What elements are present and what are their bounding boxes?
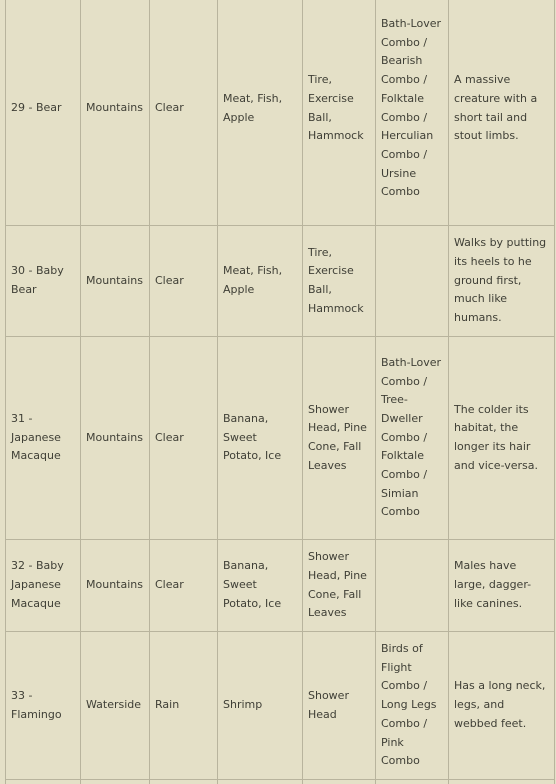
weather-cell (150, 780, 218, 784)
table-row (6, 540, 555, 632)
animal-name-cell (6, 780, 81, 784)
food: Shrimp (223, 698, 263, 712)
combos: Birds of Flight Combo / Long Legs Combo / Pink Combo (381, 642, 437, 768)
animal-name: 31 - Japanese Macaque (11, 411, 61, 463)
table-row (6, 780, 555, 784)
animal-name-cell (6, 632, 81, 780)
habitat-cell (81, 337, 150, 540)
combos-cell (376, 226, 449, 337)
description-cell (449, 226, 555, 337)
toys: Tire, Exercise Ball, Hammock (308, 73, 364, 143)
weather-cell (150, 337, 218, 540)
weather-cell (150, 226, 218, 337)
toys-cell (303, 226, 376, 337)
habitat-cell (81, 540, 150, 632)
food-cell (218, 540, 303, 632)
weather: Clear (155, 578, 184, 592)
combos: Bath-Lover Combo / Bearish Combo / Folktale Combo / Herculian Combo / Ursine Combo (381, 16, 442, 199)
animal-name-cell (6, 0, 81, 226)
food-cell (218, 632, 303, 780)
description: The colder its habitat, the longer its hair and vice-versa. (454, 402, 539, 472)
habitat-cell (81, 0, 150, 226)
table-row (6, 337, 555, 540)
combos-cell (376, 780, 449, 784)
weather: Clear (155, 430, 184, 444)
animal-name: 30 - Baby Bear (11, 264, 64, 296)
animal-name-cell (6, 540, 81, 632)
description: A massive creature with a short tail and stout limbs. (454, 73, 538, 143)
table-row (6, 0, 555, 226)
weather: Clear (155, 273, 184, 287)
habitat: Mountains (86, 430, 143, 444)
combos-cell (376, 540, 449, 632)
animal-name-cell (6, 226, 81, 337)
weather-cell (150, 632, 218, 780)
table-row (6, 632, 555, 780)
toys-cell (303, 632, 376, 780)
toys-cell (303, 0, 376, 226)
weather-cell (150, 540, 218, 632)
animal-table (5, 0, 555, 784)
description: Walks by putting its heels to he ground first, much like humans. (454, 236, 547, 325)
animal-name: 33 - Flamingo (11, 688, 62, 721)
toys-cell (303, 780, 376, 784)
weather: Clear (155, 101, 184, 115)
toys: Shower Head, Pine Cone, Fall Leaves (308, 402, 367, 472)
food-cell (218, 226, 303, 337)
food-cell (218, 337, 303, 540)
habitat-cell (81, 632, 150, 780)
combos: Bath-Lover Combo / Tree-Dweller Combo / Folktale Combo / Simian Combo (381, 355, 442, 519)
toys: Shower Head, Pine Cone, Fall Leaves (308, 550, 367, 620)
food: Banana, Sweet Potato, Ice (223, 411, 282, 463)
description-cell (449, 337, 555, 540)
weather-cell (150, 0, 218, 226)
description-cell (449, 540, 555, 632)
food: Meat, Fish, Apple (223, 264, 283, 296)
animal-name-cell (6, 337, 81, 540)
description-cell (449, 780, 555, 784)
toys: Tire, Exercise Ball, Hammock (308, 245, 364, 315)
habitat-cell (81, 226, 150, 337)
animal-name: 32 - Baby Japanese Macaque (11, 559, 64, 610)
habitat: Mountains (86, 578, 143, 592)
description-cell (449, 632, 555, 780)
combos-cell (376, 632, 449, 780)
description: Males have large, dagger-like canines. (454, 559, 532, 610)
food: Meat, Fish, Apple (223, 91, 283, 124)
habitat-cell (81, 780, 150, 784)
combos-cell (376, 0, 449, 226)
description: Has a long neck, legs, and webbed feet. (454, 679, 546, 730)
food-cell (218, 780, 303, 784)
animal-name: 29 - Bear (11, 101, 62, 115)
toys-cell (303, 337, 376, 540)
habitat: Waterside (86, 698, 142, 712)
weather: Rain (155, 698, 180, 712)
table-row (6, 226, 555, 337)
toys: Shower Head (308, 688, 349, 721)
combos-cell (376, 337, 449, 540)
food-cell (218, 0, 303, 226)
habitat: Mountains (86, 101, 143, 115)
toys-cell (303, 540, 376, 632)
food: Banana, Sweet Potato, Ice (223, 559, 282, 610)
habitat: Mountains (86, 273, 143, 287)
description-cell (449, 0, 555, 226)
